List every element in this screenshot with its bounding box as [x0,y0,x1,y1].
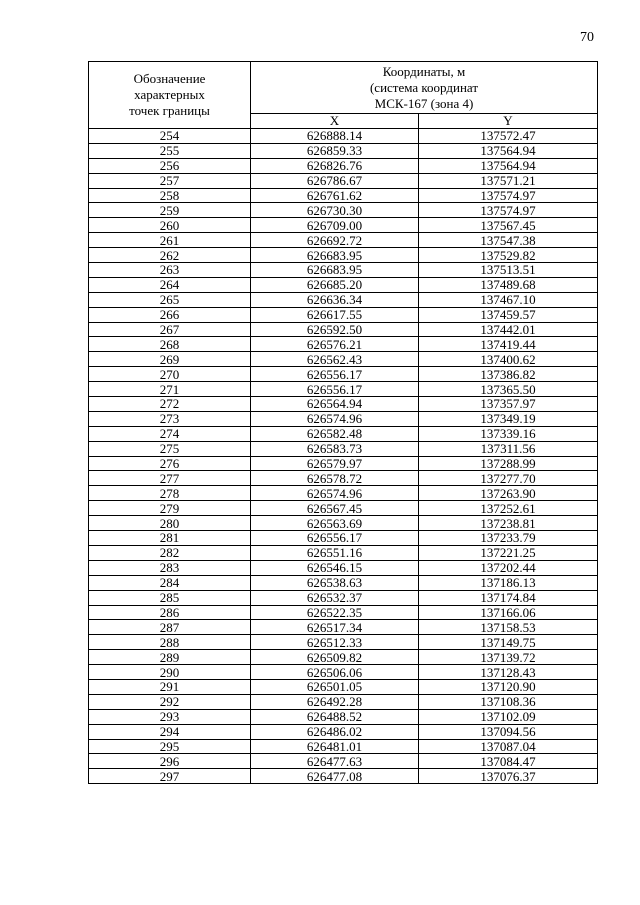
point-header-line: Обозначение [133,71,206,86]
x-cell: 626556.17 [251,382,419,397]
table-row [89,426,598,441]
y-cell: 137166.06 [419,605,598,620]
x-cell: 626488.52 [251,709,419,724]
coordinates-table [88,61,598,784]
point-column-header [89,62,251,129]
table-row [89,143,598,158]
point-cell: 264 [89,277,251,292]
table-row [89,694,598,709]
x-cell: 626576.21 [251,337,419,352]
x-cell: 626692.72 [251,233,419,248]
x-cell: 626481.01 [251,739,419,754]
table-row [89,501,598,516]
y-cell: 137572.47 [419,129,598,144]
point-cell: 297 [89,769,251,784]
coords-header-line: (система координат [369,79,479,95]
x-cell: 626512.33 [251,635,419,650]
x-column-header: X [251,114,419,129]
y-cell: 137564.94 [419,143,598,158]
coords-header-line: МСК-167 (зона 4) [374,95,474,111]
point-cell: 260 [89,218,251,233]
x-cell: 626522.35 [251,605,419,620]
point-cell: 284 [89,575,251,590]
point-cell: 279 [89,501,251,516]
table-row [89,411,598,426]
x-cell: 626532.37 [251,590,419,605]
point-cell: 267 [89,322,251,337]
y-cell: 137233.79 [419,531,598,546]
point-cell: 259 [89,203,251,218]
x-cell: 626564.94 [251,397,419,412]
y-cell: 137149.75 [419,635,598,650]
coords-header-line: Координаты, м [382,63,466,79]
table-body [89,129,598,784]
table-row [89,471,598,486]
point-cell: 294 [89,724,251,739]
point-header-line: точек границы [129,103,210,118]
point-cell: 257 [89,173,251,188]
x-cell: 626786.67 [251,173,419,188]
x-cell: 626636.34 [251,292,419,307]
table-row [89,679,598,694]
x-cell: 626556.17 [251,531,419,546]
x-cell: 626546.15 [251,560,419,575]
y-cell: 137419.44 [419,337,598,352]
y-cell: 137547.38 [419,233,598,248]
y-cell: 137574.97 [419,188,598,203]
y-cell: 137513.51 [419,263,598,278]
x-cell: 626579.97 [251,456,419,471]
point-cell: 254 [89,129,251,144]
x-cell: 626477.63 [251,754,419,769]
y-cell: 137120.90 [419,679,598,694]
y-cell: 137489.68 [419,277,598,292]
table-row [89,560,598,575]
point-cell: 256 [89,158,251,173]
y-cell: 137567.45 [419,218,598,233]
table-row [89,620,598,635]
point-cell: 283 [89,560,251,575]
point-cell: 273 [89,411,251,426]
point-cell: 268 [89,337,251,352]
y-cell: 137400.62 [419,352,598,367]
table-row [89,769,598,784]
y-cell: 137084.47 [419,754,598,769]
point-cell: 275 [89,441,251,456]
y-cell: 137102.09 [419,709,598,724]
y-column-header: Y [419,114,598,129]
x-cell: 626477.08 [251,769,419,784]
y-cell: 137108.36 [419,694,598,709]
y-cell: 137386.82 [419,367,598,382]
point-cell: 288 [89,635,251,650]
point-cell: 295 [89,739,251,754]
x-cell: 626709.00 [251,218,419,233]
x-cell: 626617.55 [251,307,419,322]
x-cell: 626888.14 [251,129,419,144]
table-row [89,277,598,292]
y-cell: 137158.53 [419,620,598,635]
y-cell: 137202.44 [419,560,598,575]
point-cell: 278 [89,486,251,501]
point-cell: 266 [89,307,251,322]
table-row [89,158,598,173]
y-cell: 137529.82 [419,248,598,263]
y-cell: 137311.56 [419,441,598,456]
point-cell: 280 [89,516,251,531]
point-cell: 296 [89,754,251,769]
table-row [89,575,598,590]
point-cell: 262 [89,248,251,263]
y-cell: 137467.10 [419,292,598,307]
x-cell: 626826.76 [251,158,419,173]
y-cell: 137459.57 [419,307,598,322]
point-cell: 261 [89,233,251,248]
x-cell: 626683.95 [251,248,419,263]
table-row [89,754,598,769]
point-cell: 287 [89,620,251,635]
x-cell: 626574.96 [251,486,419,501]
x-cell: 626859.33 [251,143,419,158]
y-cell: 137442.01 [419,322,598,337]
point-cell: 290 [89,665,251,680]
x-cell: 626567.45 [251,501,419,516]
point-cell: 289 [89,650,251,665]
x-cell: 626517.34 [251,620,419,635]
page-number: 70 [580,30,594,45]
x-cell: 626574.96 [251,411,419,426]
y-cell: 137571.21 [419,173,598,188]
y-cell: 137252.61 [419,501,598,516]
x-cell: 626506.06 [251,665,419,680]
y-cell: 137174.84 [419,590,598,605]
table-row [89,486,598,501]
y-cell: 137128.43 [419,665,598,680]
table-row [89,263,598,278]
table-row [89,233,598,248]
x-cell: 626551.16 [251,545,419,560]
table-row [89,590,598,605]
table-row [89,531,598,546]
y-cell: 137288.99 [419,456,598,471]
point-cell: 282 [89,545,251,560]
x-cell: 626501.05 [251,679,419,694]
x-cell: 626761.62 [251,188,419,203]
table-row [89,724,598,739]
x-cell: 626538.63 [251,575,419,590]
point-cell: 277 [89,471,251,486]
y-cell: 137349.19 [419,411,598,426]
point-cell: 270 [89,367,251,382]
x-cell: 626683.95 [251,263,419,278]
y-cell: 137186.13 [419,575,598,590]
table-row [89,292,598,307]
table-row [89,516,598,531]
table-row [89,218,598,233]
point-cell: 255 [89,143,251,158]
y-cell: 137339.16 [419,426,598,441]
point-cell: 271 [89,382,251,397]
table-row [89,382,598,397]
y-cell: 137094.56 [419,724,598,739]
y-cell: 137574.97 [419,203,598,218]
point-cell: 291 [89,679,251,694]
point-cell: 265 [89,292,251,307]
y-cell: 137076.37 [419,769,598,784]
y-cell: 137277.70 [419,471,598,486]
point-cell: 272 [89,397,251,412]
y-cell: 137263.90 [419,486,598,501]
table-row [89,739,598,754]
table-row [89,456,598,471]
y-cell: 137139.72 [419,650,598,665]
table-row [89,248,598,263]
x-cell: 626486.02 [251,724,419,739]
table-row [89,650,598,665]
point-cell: 258 [89,188,251,203]
table-row [89,397,598,412]
x-cell: 626556.17 [251,367,419,382]
table-row [89,441,598,456]
table-row [89,665,598,680]
point-header-line: характерных [134,87,205,102]
point-cell: 274 [89,426,251,441]
y-cell: 137564.94 [419,158,598,173]
x-cell: 626578.72 [251,471,419,486]
x-cell: 626509.82 [251,650,419,665]
x-cell: 626582.48 [251,426,419,441]
point-cell: 269 [89,352,251,367]
table-row [89,367,598,382]
x-cell: 626492.28 [251,694,419,709]
y-cell: 137238.81 [419,516,598,531]
table-row [89,545,598,560]
table-row [89,709,598,724]
y-cell: 137221.25 [419,545,598,560]
table-row [89,322,598,337]
y-cell: 137365.50 [419,382,598,397]
x-cell: 626730.30 [251,203,419,218]
x-cell: 626583.73 [251,441,419,456]
table-row [89,173,598,188]
table-row [89,605,598,620]
table-row [89,188,598,203]
coordinates-column-header [251,62,598,114]
x-cell: 626592.50 [251,322,419,337]
table-row [89,635,598,650]
point-cell: 263 [89,263,251,278]
point-cell: 293 [89,709,251,724]
y-cell: 137087.04 [419,739,598,754]
table-row [89,129,598,144]
table-row [89,352,598,367]
table-row [89,337,598,352]
x-cell: 626562.43 [251,352,419,367]
point-cell: 276 [89,456,251,471]
point-cell: 281 [89,531,251,546]
x-cell: 626685.20 [251,277,419,292]
point-cell: 285 [89,590,251,605]
x-cell: 626563.69 [251,516,419,531]
table-row [89,307,598,322]
table-header [89,62,598,129]
point-cell: 292 [89,694,251,709]
table-row [89,203,598,218]
y-cell: 137357.97 [419,397,598,412]
point-cell: 286 [89,605,251,620]
